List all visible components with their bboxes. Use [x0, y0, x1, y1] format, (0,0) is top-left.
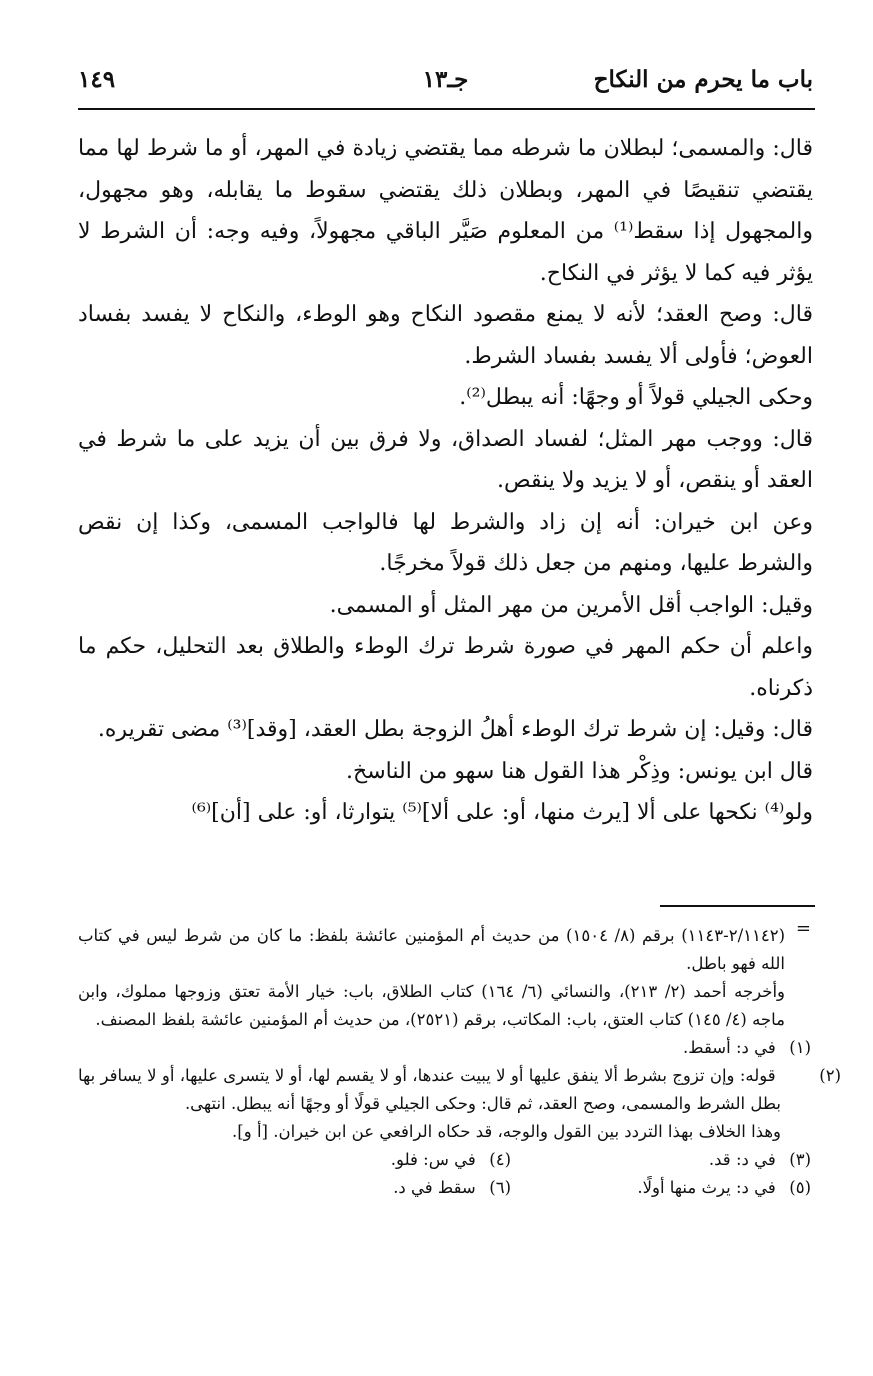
paragraph: وقيل: الواجب أقل الأمرين من مهر المثل أو المسمى. — [329, 592, 813, 618]
footnote-number: (٤) — [489, 1150, 511, 1169]
volume-number: جـ١٣ — [422, 66, 469, 93]
chapter-title: باب ما يحرم من النكاح — [593, 66, 813, 93]
footnotes — [78, 922, 841, 1202]
paragraph: ولو⁽⁴⁾ نكحها على ألا [يرث منها، أو: على ألا]⁽⁵⁾ يتوارثا، أو: على [أن]⁽⁶⁾ — [191, 800, 813, 825]
footnote — [511, 1146, 811, 1174]
footnote-text: قوله: وإن تزوج بشرط ألا ينفق عليها أو لا يبيت عندها، أو لا يقسم لها، أو لا يتسرى عليها، أو لا يسافر بها بطل الشرط والمسمى، وصح العقد، ثم قال: وحكى الجيلي قولًا أو وجهًا أنه يبطل. انتهى. — [78, 1066, 781, 1113]
footnote-continued: (٢/١١٤٢-١١٤٣) برقم (٨/ ١٥٠٤) من حديث أم المؤمنين عائشة بلفظ: ما كان من شرط ليس في كتاب الله فهو باطل. — [78, 926, 786, 973]
footnote — [511, 1174, 811, 1202]
footnote-text: في د: قد. — [708, 1150, 776, 1169]
paragraph: واعلم أن حكم المهر في صورة شرط ترك الوطء والطلاق بعد التحليل، حكم ما ذكرناه. — [78, 634, 813, 701]
paragraph: وحكى الجيلي قولاً أو وجهًا: أنه يبطل⁽²⁾. — [459, 385, 813, 410]
footnote-divider — [660, 905, 815, 907]
footnote-number: (٥) — [789, 1178, 811, 1197]
footnote-continued: وأخرجه أحمد (٢/ ٢١٣)، والنسائي (٦/ ١٦٤) كتاب الطلاق، باب: خيار الأمة تعتق وزوجها مملوك، وابن ماجه (٤/ ١٤٥) كتاب العتق، باب: المكاتب، برقم (٢٥٢١)، من حديث أم المؤمنين عائشة بلفظ المصنف. — [78, 982, 785, 1029]
footnote-text: وهذا الخلاف بهذا التردد بين القول والوجه، قد حكاه الرافعي عن ابن خيران. [أ و]. — [232, 1122, 781, 1141]
paragraph: قال: وصح العقد؛ لأنه لا يمنع مقصود النكاح وهو الوطء، والنكاح لا يفسد بفساد العوض؛ فأولى ألا يفسد بفساد الشرط. — [78, 302, 813, 369]
footnote — [211, 1174, 511, 1202]
footnote-text: في د: أسقط. — [683, 1038, 776, 1057]
footnote — [78, 1118, 811, 1146]
footnote-number: (٣) — [789, 1150, 811, 1169]
paragraph: قال: والمسمى؛ لبطلان ما شرطه مما يقتضي زيادة في المهر، أو ما شرط لها مما يقتضي تنقيصًا في المهر، وبطلان ذلك يقتضي سقوط ما يقابله، وهو مجهول، والمجهول إذا سقط⁽¹⁾ من المعلوم صَيَّر الباقي مجهولاً، وفيه وجه: أن الشرط لا يؤثر فيه كما لا يؤثر في النكاح. — [78, 136, 813, 286]
footnote-text: سقط في د. — [393, 1178, 476, 1197]
footnote-number: (١) — [789, 1038, 811, 1057]
footnote — [78, 1062, 841, 1118]
page-number: ١٤٩ — [78, 66, 116, 93]
header-divider — [78, 108, 815, 110]
footnote — [78, 1034, 811, 1062]
footnote-row — [78, 1174, 811, 1202]
footnote-number: (٦) — [489, 1178, 511, 1197]
paragraph: قال: وقيل: إن شرط ترك الوطء أهلُ الزوجة بطل العقد، [وقد]⁽³⁾ مضى تقريره. — [97, 717, 813, 742]
footnote-number: (٢) — [819, 1066, 841, 1085]
paragraph: قال ابن يونس: وذِكْر هذا القول هنا سهو من الناسخ. — [346, 758, 813, 784]
continuation-marker: = — [795, 918, 811, 939]
paragraph: وعن ابن خيران: أنه إن زاد والشرط لها فالواجب المسمى، وكذا إن نقص والشرط عليها، ومنهم من جعل ذلك قولاً مخرجًا. — [78, 509, 813, 576]
main-text — [78, 128, 813, 834]
footnote-row — [78, 1146, 811, 1174]
footnote-text: في د: يرث منها أولًا. — [637, 1178, 776, 1197]
paragraph: قال: ووجب مهر المثل؛ لفساد الصداق، ولا فرق بين أن يزيد على ما شرط في العقد أو ينقص، أو لا يزيد ولا ينقص. — [78, 426, 813, 493]
footnote-text: في س: فلو. — [390, 1150, 476, 1169]
footnote — [211, 1146, 511, 1174]
page-header — [78, 62, 813, 102]
